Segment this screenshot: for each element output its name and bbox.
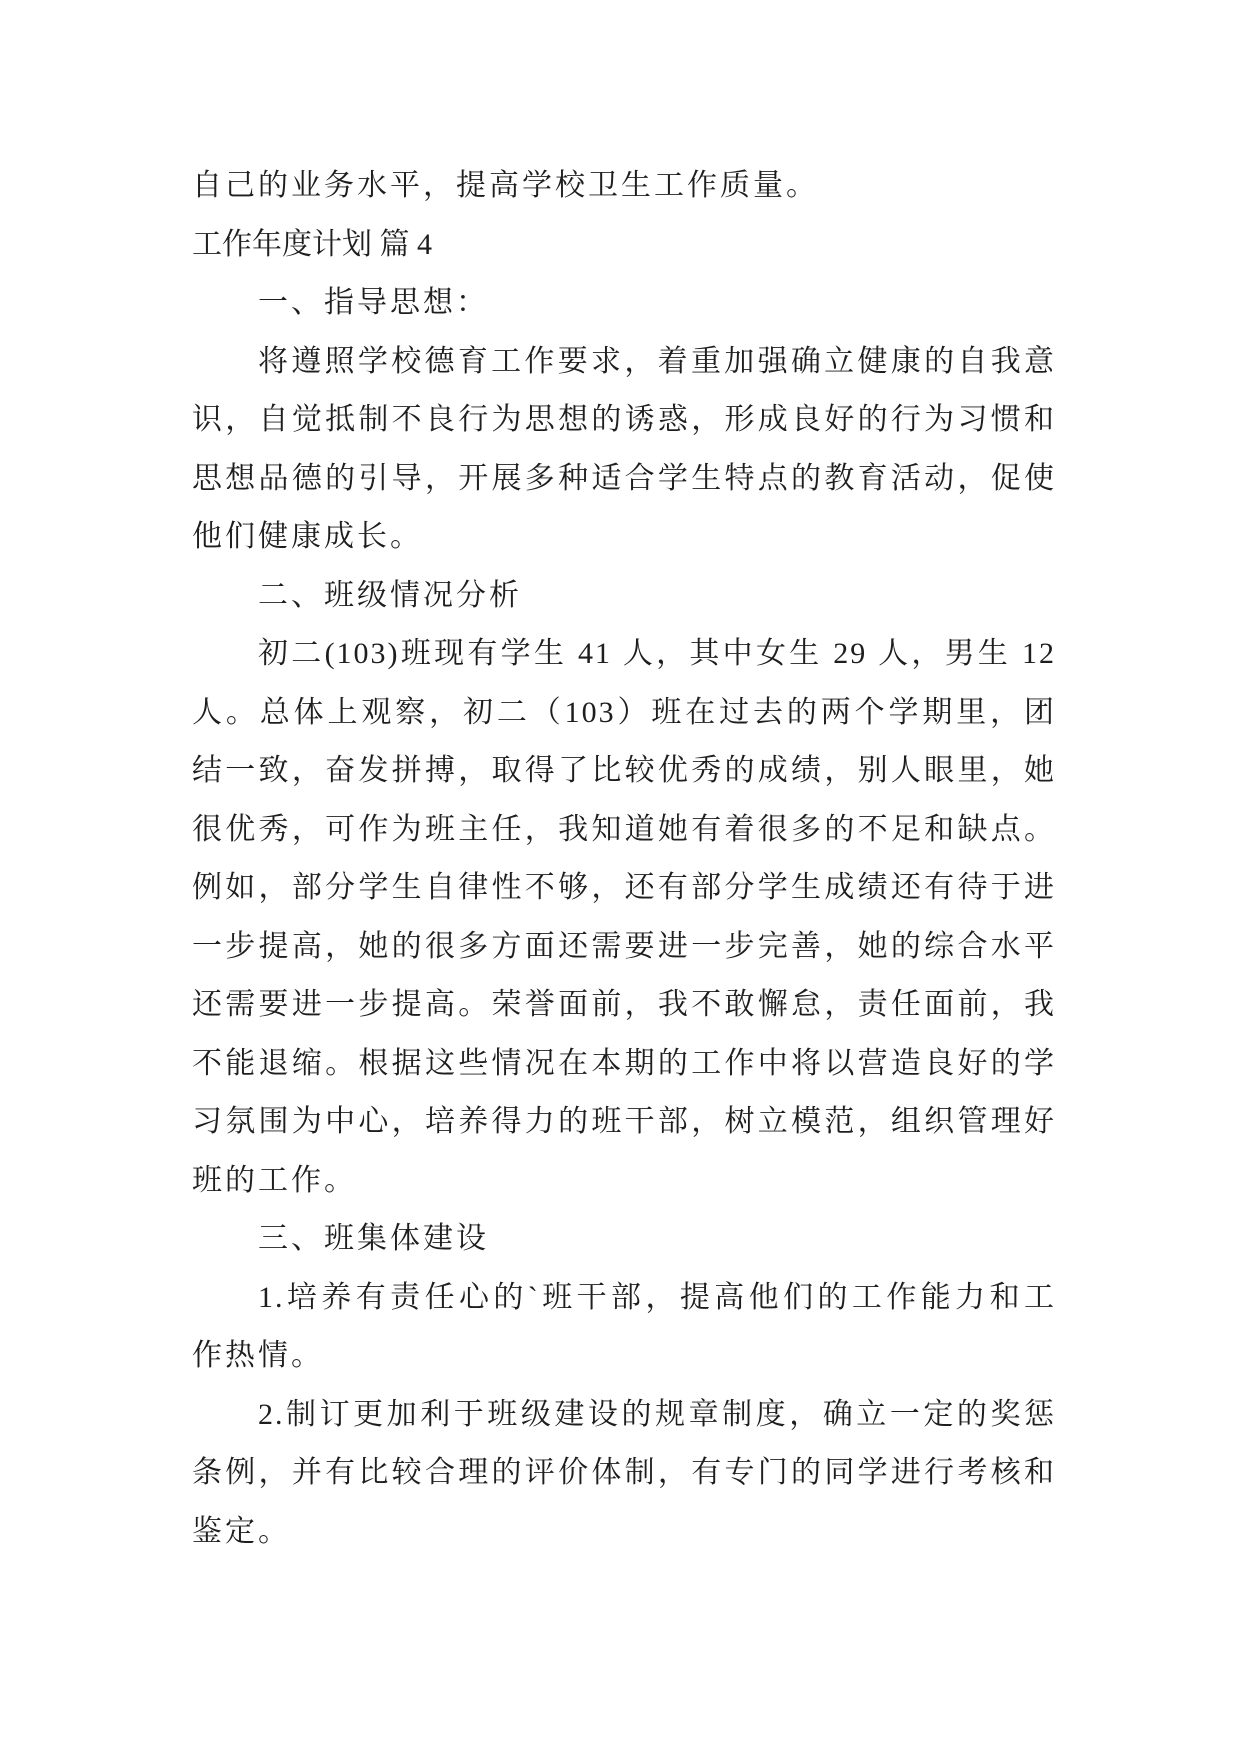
paragraph-line: 一步提高，她的很多方面还需要进一步完善，她的综合水平: [192, 929, 1056, 963]
paragraph-line: 人。总体上观察，初二（103）班在过去的两个学期里，团: [192, 695, 1056, 729]
list-item-line: 1.培养有责任心的`班干部，提高他们的工作能力和工: [258, 1280, 1056, 1314]
list-item-line: 鉴定。: [192, 1514, 291, 1548]
paragraph-line: 将遵照学校德育工作要求，着重加强确立健康的自我意: [258, 344, 1056, 378]
paragraph-line: 还需要进一步提高。荣誉面前，我不敢懈怠，责任面前，我: [192, 988, 1056, 1021]
list-item-line: 条例，并有比较合理的评价体制，有专门的同学进行考核和: [192, 1456, 1056, 1489]
paragraph-line: 习氛围为中心，培养得力的班干部，树立模范，组织管理好: [192, 1105, 1056, 1138]
paragraph-line: 结一致，奋发拼搏，取得了比较优秀的成绩，别人眼里，她: [192, 754, 1056, 787]
paragraph-line: 很优秀，可作为班主任，我知道她有着很多的不足和缺点。: [192, 812, 1056, 846]
document-body: [192, 157, 1056, 1561]
heading-class-building: 三、班集体建设: [258, 1222, 489, 1255]
continuation-line: 自己的业务水平，提高学校卫生工作质量。: [192, 169, 819, 202]
paragraph-line: 他们健康成长。: [192, 520, 423, 553]
list-item-line: 2.制订更加利于班级建设的规章制度，确立一定的奖惩: [258, 1397, 1056, 1431]
list-item-line: 作热情。: [192, 1339, 324, 1372]
heading-class-analysis: 二、班级情况分析: [258, 578, 522, 612]
heading-guiding-ideology: 一、指导思想：: [258, 286, 489, 319]
paragraph-line: 不能退缩。根据这些情况在本期的工作中将以营造良好的学: [192, 1046, 1056, 1080]
paragraph-line: 班的工作。: [192, 1163, 357, 1197]
section-title: 工作年度计划 篇 4: [192, 227, 432, 261]
paragraph-line: 思想品德的引导，开展多种适合学生特点的教育活动，促使: [192, 461, 1056, 495]
paragraph-line: 例如，部分学生自律性不够，还有部分学生成绩还有待于进: [192, 871, 1056, 904]
paragraph-line: 识，自觉抵制不良行为思想的诱惑，形成良好的行为习惯和: [192, 403, 1056, 436]
paragraph-line: 初二(103)班现有学生 41 人，其中女生 29 人，男生 12: [258, 637, 1056, 670]
